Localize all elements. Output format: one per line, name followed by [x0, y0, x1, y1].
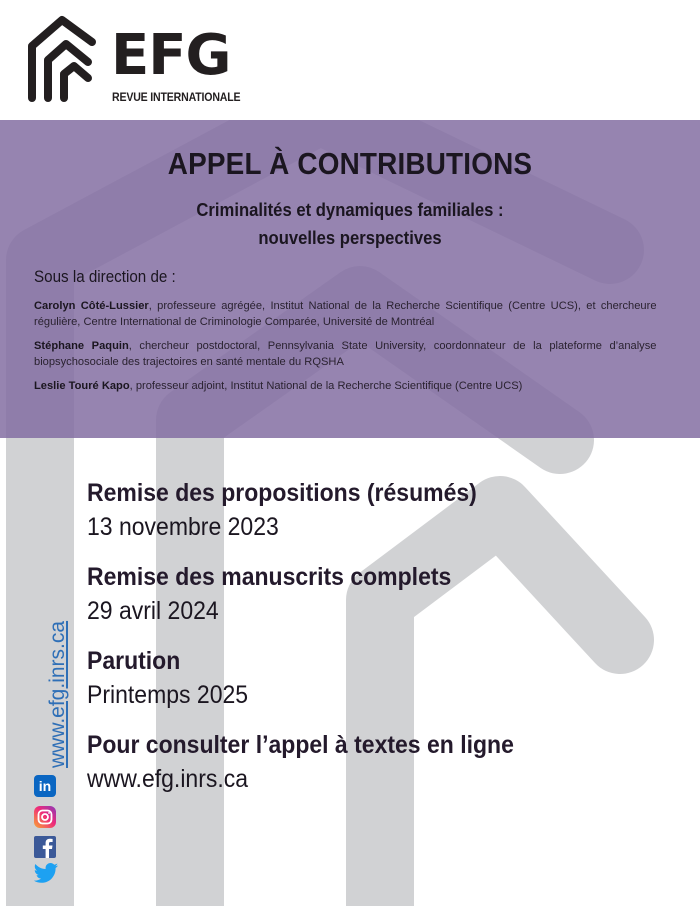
facebook-glyph-icon	[34, 836, 56, 858]
twitter-icon[interactable]	[32, 863, 60, 885]
deadline-publication	[87, 644, 551, 712]
editor-item	[34, 338, 657, 370]
editor-name: Stéphane Paquin	[34, 340, 129, 352]
deadline-date: 29 avril 2024	[87, 597, 219, 625]
editor-description: , professeure agrégée, Institut National de la Recherche Scientifique (Centre UCS), et chercheure régulière, Centre International de Criminologie Comparée, Université de Montréal	[34, 300, 657, 328]
call-for-papers-section	[0, 120, 700, 438]
online-call-url[interactable]: www.efg.inrs.ca	[87, 765, 249, 793]
deadline-label: Remise des propositions (résumés)	[87, 479, 477, 507]
direction-label: Sous la direction de :	[34, 268, 176, 286]
deadline-date: 13 novembre 2023	[87, 513, 279, 541]
editor-description: , professeur adjoint, Institut National de la Recherche Scientifique (Centre UCS)	[129, 380, 523, 392]
instagram-glyph-icon	[37, 809, 53, 825]
online-call-info	[87, 728, 551, 796]
editor-item	[34, 378, 657, 394]
editor-name: Leslie Touré Kapo	[34, 380, 130, 392]
deadline-label: Parution	[87, 647, 181, 675]
linkedin-icon[interactable]	[34, 775, 56, 797]
editors-list	[34, 298, 666, 402]
instagram-icon[interactable]	[34, 806, 56, 828]
deadline-label: Remise des manuscrits complets	[87, 563, 452, 591]
header	[0, 0, 700, 120]
logo-wordmark: EFG	[111, 23, 231, 88]
linkedin-icon-text: in	[38, 778, 52, 794]
online-call-label: Pour consulter l’appel à textes en ligne	[87, 731, 514, 759]
deadlines-section	[87, 476, 551, 812]
deadline-manuscripts	[87, 560, 551, 628]
editor-description: , chercheur postdoctoral, Pennsylvania State University, coordonnateur de la plateforme d’analyse biopsychosociale des trajectoires en santé mentale du RQSHA	[34, 340, 657, 368]
editor-name: Carolyn Côté-Lussier	[34, 300, 149, 312]
deadline-proposals	[87, 476, 551, 544]
twitter-bird-icon	[32, 863, 60, 885]
page-title: APPEL À CONTRIBUTIONS	[167, 146, 533, 181]
efg-house-chevron-logo-icon	[24, 12, 104, 104]
issue-theme	[35, 196, 665, 252]
issue-theme-line-2: nouvelles perspectives	[258, 227, 442, 248]
logo-subtitle: REVUE INTERNATIONALE	[112, 92, 241, 104]
facebook-icon[interactable]	[34, 836, 56, 858]
issue-theme-line-1: Criminalités et dynamiques familiales :	[196, 199, 504, 220]
website-link[interactable]: www.efg.inrs.ca	[46, 620, 69, 768]
editor-item	[34, 298, 657, 330]
deadline-date: Printemps 2025	[87, 681, 249, 709]
